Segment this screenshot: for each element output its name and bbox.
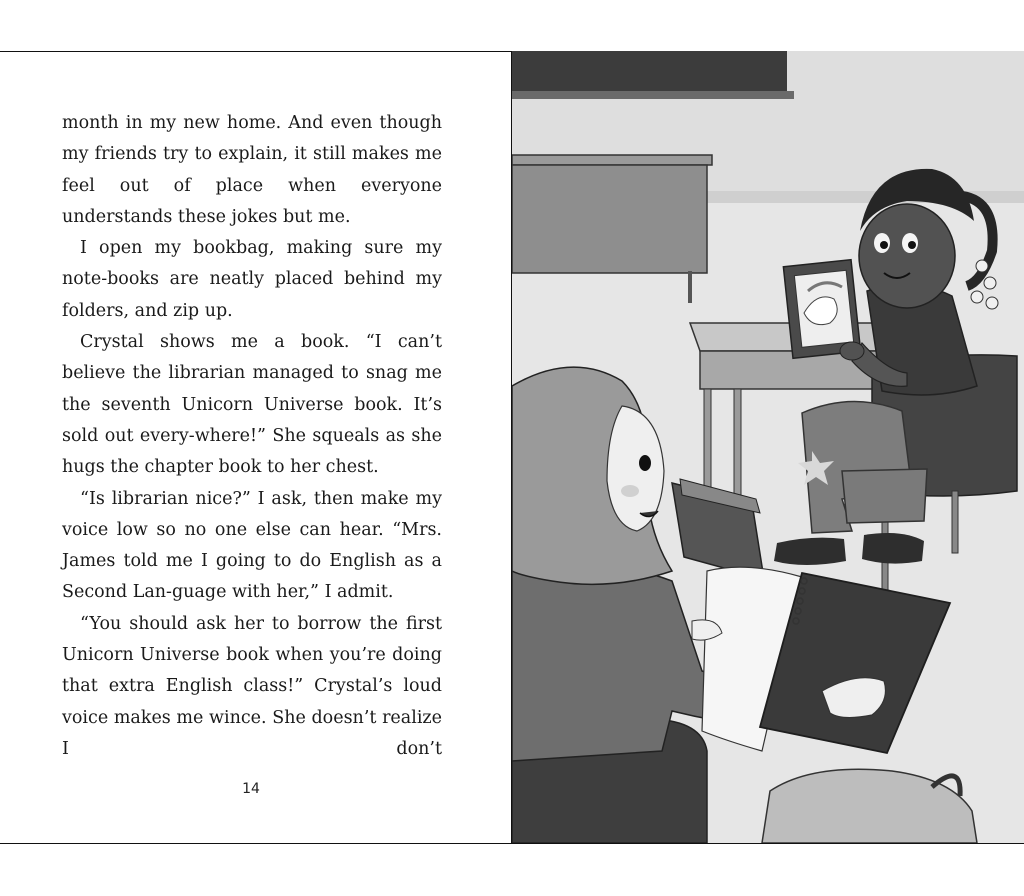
chalkboard	[512, 51, 794, 99]
text-page	[62, 108, 442, 765]
bottom-rule	[0, 843, 1024, 844]
classroom-illustration	[511, 51, 1024, 843]
backpack	[762, 769, 977, 843]
paragraph-2: I open my bookbag, making sure my note-books are neatly placed behind my folders, and zip up.	[62, 238, 442, 321]
paragraph-3: Crystal shows me a book. “I can’t believe the librarian managed to snag me the seventh Unicorn Universe book. It’s sold out every-where!” She squeals as she hugs the chapter book to her chest.	[62, 332, 442, 478]
paragraph-4: “Is librarian nice?” I ask, then make my voice low so no one else can hear. “Mrs. James told me I going to do English as a Second Lan-guage with her,” I admit.	[62, 488, 442, 603]
paragraph-1: month in my new home. And even though my friends try to explain, it still makes me feel out of place when everyone understands these jokes but me.	[62, 113, 442, 227]
page-number: 14	[242, 781, 260, 797]
paragraph-5: “You should ask her to borrow the first Unicorn Universe book when you’re doing that extra English class!” Crystal’s loud voice makes me wince. She doesn’t realize I don’t	[62, 613, 442, 759]
